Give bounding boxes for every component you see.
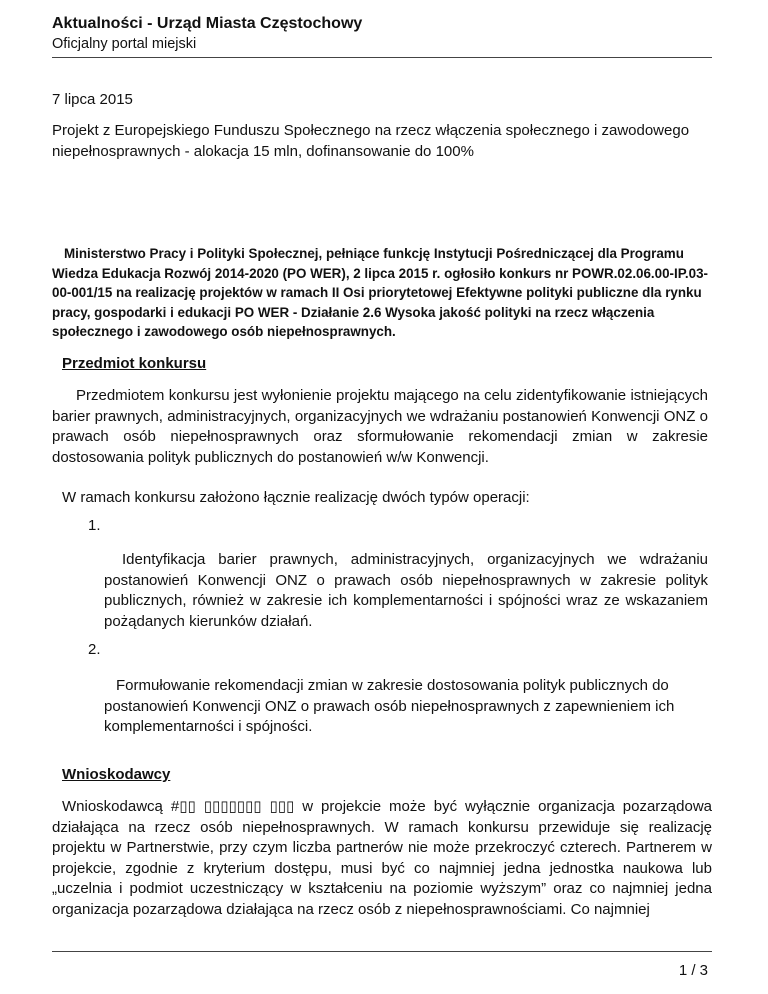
list-item-text: Identyfikacja barier prawnych, administracyjnych, organizacyjnych we wdrażaniu postanowień Konwencji ONZ o prawach osób niepełnosprawnych w zakresie polityk publicznych, również w zakresie ich komplementarności i spójności wraz ze wskazaniem pożądanych kierunków działań. [104,551,708,630]
page-number: 1 / 3 [678,962,708,979]
article-date: 7 lipca 2015 [52,91,133,108]
section-heading-subject: Przedmiot konkursu [62,355,207,372]
header-divider [52,57,712,58]
site-subtitle: Oficjalny portal miejski [52,36,197,52]
list-item-text: Formułowanie rekomendacji zmian w zakresie dostosowania polityk publicznych do postanowień Konwencji ONZ o prawach osób niepełnosprawnych z zapewnieniem ich komplementarności i spójności. [104,677,675,735]
article-title: Projekt z Europejskiego Funduszu Społecznego na rzecz włączenia społecznego i zawodowego niepełnosprawnych - alokacja 15 mln, dofinansowanie do 100% [52,122,690,160]
list-item-number: 1. [88,517,101,534]
article-lead: Ministerstwo Pracy i Polityki Społecznej, pełniące funkcję Instytucji Pośredniczącej dla Programu Wiedza Edukacja Rozwój 2014-2020 (PO WER), 2 lipca 2015 r. ogłosiło konkurs nr POWR.02.06.00-IP.03-00-001/15 na realizację projektów w ramach II Osi priorytetowej Efektywne polityki publiczne dla rynku pracy, gospodarki i edukacji PO WER - Działanie 2.6 Wysoka jakość polityki na rzecz włączenia społecznego i zawodowego osób niepełnosprawnych. [52,246,709,339]
footer-divider [52,951,712,952]
site-title: Aktualności - Urząd Miasta Częstochowy [52,15,363,32]
section-heading-applicants: Wnioskodawcy [62,766,171,783]
subject-paragraph: Przedmiotem konkursu jest wyłonienie projektu mającego na celu zidentyfikowanie istniejących barier prawnych, administracyjnych, organizacyjnych we wdrażaniu postanowień Konwencji ONZ o prawach osób niepełnosprawnych oraz sformułowanie rekomendacji zmian w zakresie dostosowania polityk publicznych do postanowień w/w Konwencji. [52,387,708,466]
list-item-number: 2. [88,641,101,658]
operation-types-intro: W ramach konkursu założono łącznie realizację dwóch typów operacji: [62,489,530,506]
applicants-paragraph: Wnioskodawcą #▯▯ ▯▯▯▯▯▯▯ ▯▯▯ w projekcie może być wyłącznie organizacja pozarządowa działająca na rzecz osób niepełnosprawnych. W ramach konkursu przewiduje się realizację projektu w Partnerstwie, przy czym liczba partnerów nie może przekroczyć czterech. Partnerem w projekcie, zgodnie z kryterium dostępu, musi być co najmniej jedna jednostka naukowa lub „uczelnia i podmiot uczestniczący w kształceniu na poziomie wyższym” oraz co najmniej jedna organizacja pozarządowa działająca na rzecz osób z niepełnosprawnościami. Co najmniej [52,798,712,918]
